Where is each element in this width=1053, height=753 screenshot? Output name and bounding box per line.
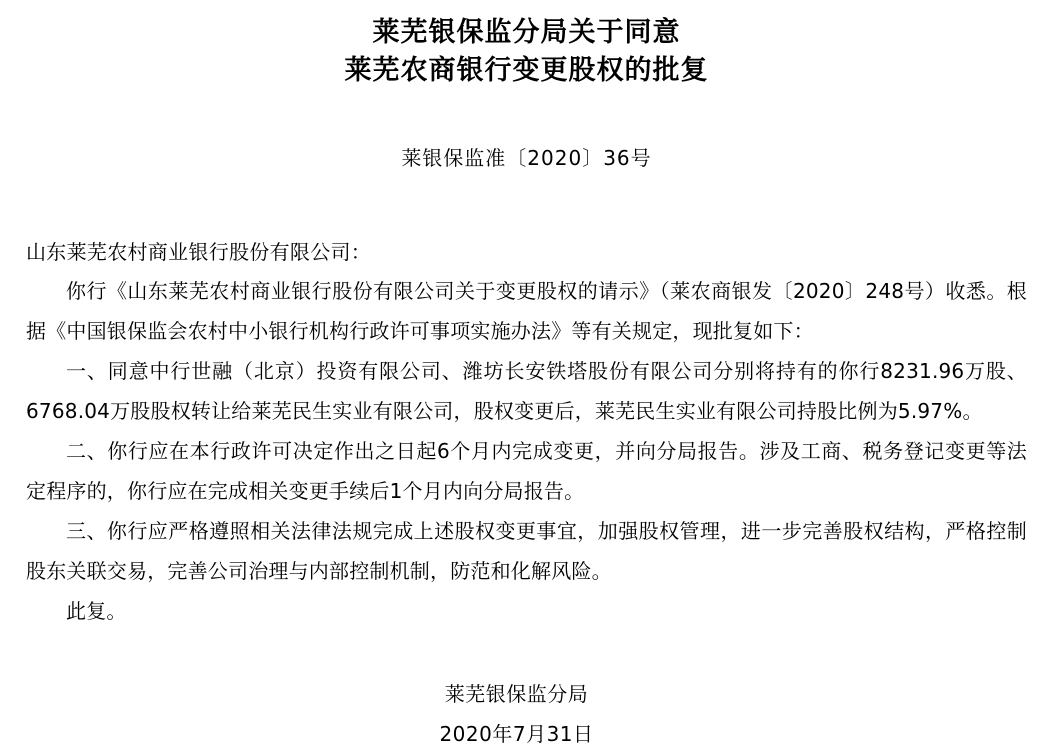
document-title-line-2: 莱芜农商银行变更股权的批复 xyxy=(344,55,709,86)
document-paragraph-1: 你行《山东莱芜农村商业银行股份有限公司关于变更股权的请示》（莱农商银发〔2020〕248号）收悉。根据《中国银保监会农村中小银行机构行政许可事项实施办法》等有关规定，现批复如下： xyxy=(26,279,1027,343)
document-paragraph-4: 三、你行应严格遵照相关法律法规完成上述股权变更事宜，加强股权管理，进一步完善股权结构，严格控制股东关联交易，完善公司治理与内部控制机制，防范和化解风险。 xyxy=(26,519,1027,583)
document-body xyxy=(0,233,1053,753)
document-paragraph-2: 一、同意中行世融（北京）投资有限公司、潍坊长安铁塔股份有限公司分别将持有的你行8231.96万股、6768.04万股股权转让给莱芜民生实业有限公司，股权变更后，莱芜民生实业有限公司持股比例为5.97%。 xyxy=(26,359,1027,423)
signature-date: 2020年7月31日 xyxy=(439,722,594,746)
document-paragraph-3: 二、你行应在本行政许可决定作出之日起6个月内完成变更，并向分局报告。涉及工商、税务登记变更等法定程序的，你行应在完成相关变更手续后1个月内向分局报告。 xyxy=(26,439,1027,503)
document-recipient: 山东莱芜农村商业银行股份有限公司： xyxy=(26,240,372,264)
document-paragraph-5: 此复。 xyxy=(66,599,127,623)
document-title-line-1: 莱芜银保监分局关于同意 xyxy=(372,17,681,48)
document-signature xyxy=(26,675,1027,753)
document-number: 莱银保监准〔2020〕36号 xyxy=(401,146,652,170)
signature-organization: 莱芜银保监分局 xyxy=(444,682,589,706)
document-title xyxy=(0,0,1053,90)
